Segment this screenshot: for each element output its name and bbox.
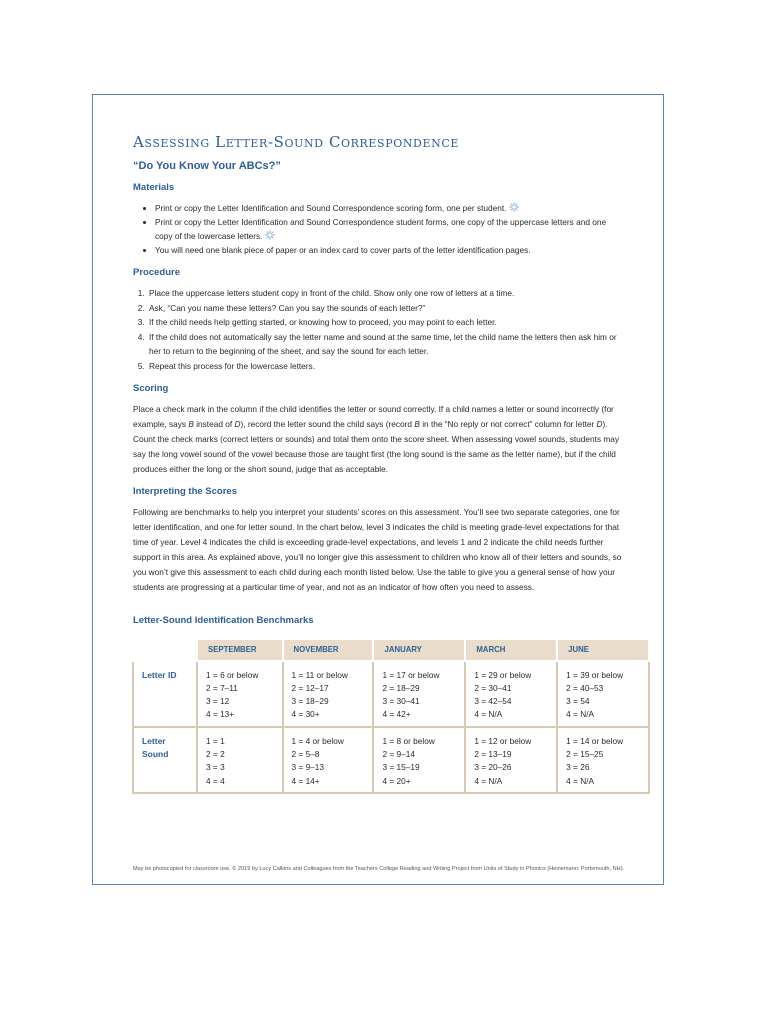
column-header: SEPTEMBER xyxy=(197,639,283,661)
column-header: MARCH xyxy=(465,639,557,661)
table-header-row xyxy=(133,639,649,661)
row-label: Letter Sound xyxy=(133,727,197,793)
list-item: 5. Repeat this process for the lowercase letters. xyxy=(147,359,623,374)
list-item: 2. Ask, “Can you name these letters? Can you say the sounds of each letter?” xyxy=(147,301,623,316)
list-item: 1. Place the uppercase letters student copy in front of the child. Show only one row of letters at a time. xyxy=(147,286,623,301)
materials-list xyxy=(133,201,623,257)
materials-heading: Materials xyxy=(133,182,175,193)
table-cell: 1 = 17 or below 2 = 18–29 3 = 30–41 4 = 42+ xyxy=(373,661,465,727)
online-resource-icon[interactable] xyxy=(265,230,275,240)
benchmarks-table xyxy=(132,638,650,794)
table-cell: 1 = 11 or below 2 = 12–17 3 = 18–29 4 = 30+ xyxy=(283,661,374,727)
table-cell: 1 = 4 or below 2 = 5–8 3 = 9–13 4 = 14+ xyxy=(283,727,374,793)
online-resource-icon[interactable] xyxy=(509,202,519,212)
page-frame xyxy=(92,94,664,885)
page-title: Assessing Letter-Sound Correspondence xyxy=(133,133,459,151)
page-subtitle: “Do You Know Your ABCs?” xyxy=(133,160,281,172)
list-item: 4. If the child does not automatically say the letter name and sound at the same time, let the child name the letters then ask him or her to return to the beginning of the sheet, and say the sound for each letter. xyxy=(147,330,623,359)
scoring-heading: Scoring xyxy=(133,382,169,394)
interpreting-heading: Interpreting the Scores xyxy=(133,485,237,497)
procedure-heading: Procedure xyxy=(133,267,180,278)
interpreting-paragraph: Following are benchmarks to help you interpret your students’ scores on this assessment. You’ll see two separate categories, one for letter identification, and one for letter sound. In the chart below, level 3 indicates the child is meeting grade-level expectations for that time of year. Level 4 indicates the child is exceeding grade-level expectations, and levels 1 and 2 indicate the child needs further support in this area. As explained above, you’ll no longer give this assessment to children who know all of their letters and sounds, so you won’t give this assessment to each child during each month listed below. Use the table to give you a general sense of how your students are progressing at a particular time of year, and not as an indicator of how often you need to assess. xyxy=(133,506,622,592)
list-item: • Print or copy the Letter Identification and Sound Correspondence scoring form, one per student. xyxy=(155,201,623,215)
procedure-list xyxy=(133,286,623,374)
column-header: NOVEMBER xyxy=(283,639,374,661)
table-cell: 1 = 6 or below 2 = 7–11 3 = 12 4 = 13+ xyxy=(197,661,283,727)
table-cell: 1 = 8 or below 2 = 9–14 3 = 15–19 4 = 20+ xyxy=(373,727,465,793)
page-content xyxy=(133,133,623,794)
column-header: JANUARY xyxy=(373,639,465,661)
table-corner xyxy=(133,639,197,661)
table-cell: 1 = 12 or below 2 = 13–19 3 = 20–26 4 = N/A xyxy=(465,727,557,793)
table-cell: 1 = 39 or below 2 = 40–53 3 = 54 4 = N/A xyxy=(557,661,649,727)
list-item: 3. If the child needs help getting started, or knowing how to proceed, you may point to each letter. xyxy=(147,315,623,330)
row-label: Letter ID xyxy=(133,661,197,727)
table-row xyxy=(133,661,649,727)
list-item: • You will need one blank piece of paper or an index card to cover parts of the letter identification pages. xyxy=(155,243,623,257)
table-cell: 1 = 29 or below 2 = 30–41 3 = 42–54 4 = N/A xyxy=(465,661,557,727)
footer-copyright: May be photocopied for classroom use. © 2019 by Lucy Calkins and Colleagues from the Teachers College Reading and Writing Project from Units of Study in Phonics (Heinemann: Portsmouth, NH). xyxy=(133,866,625,872)
benchmarks-heading: Letter-Sound Identification Benchmarks xyxy=(133,614,314,626)
scoring-paragraph: Place a check mark in the column if the child identifies the letter or sound correctly. If a child names a letter or sound incorrectly (for example, says B instead of D), record the letter sound the child says (record B in the “No reply or not correct” column for letter D). Count the check marks (correct letters or sounds) and total them onto the score sheet. When assessing vowel sounds, students may say the long vowel sound of the vowel because those are taught first (the long sound is the same as the letter name), but if the child produces either the long or the short sound, judge that as acceptable. xyxy=(133,403,620,474)
table-cell: 1 = 14 or below 2 = 15–25 3 = 26 4 = N/A xyxy=(557,727,649,793)
table-row xyxy=(133,727,649,793)
list-item: • Print or copy the Letter Identification and Sound Correspondence student forms, one copy of the uppercase letters and one copy of the lowercase letters. xyxy=(155,215,623,243)
column-header: JUNE xyxy=(557,639,649,661)
table-cell: 1 = 1 2 = 2 3 = 3 4 = 4 xyxy=(197,727,283,793)
